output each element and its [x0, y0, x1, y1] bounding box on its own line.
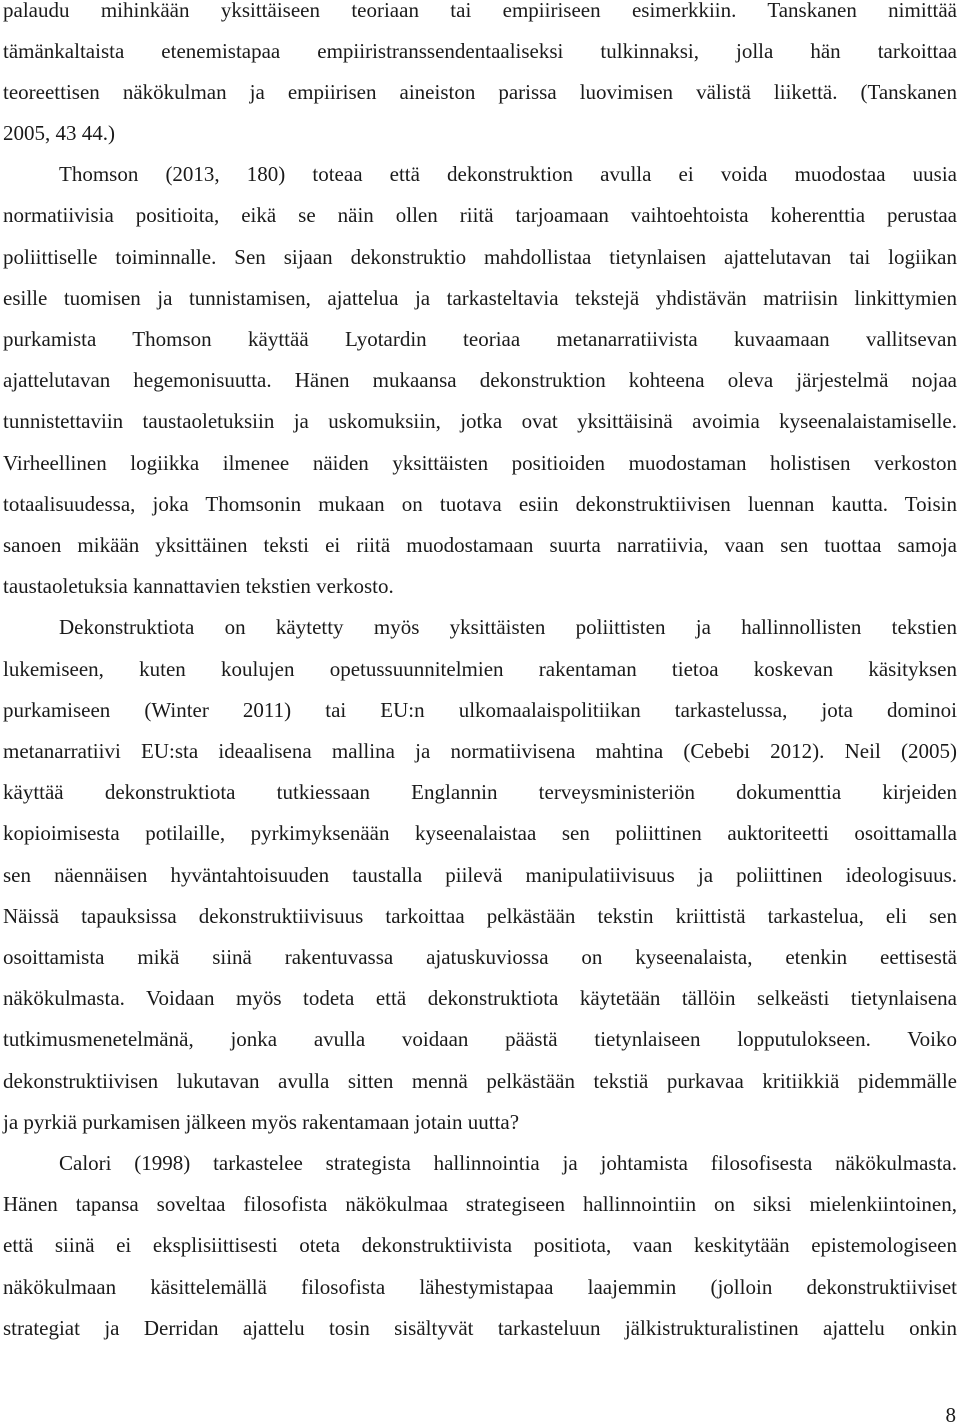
text-line: normatiivisia positioita, eikä se näin ollen riitä tarjoamaan vaihtoehtoista koherenttia perustaa — [3, 203, 957, 227]
text-line: metanarratiivi EU:sta ideaalisena mallina ja normatiivisena mahtina (Cebebi 2012). Neil (2005) — [3, 739, 957, 763]
text-line: näkökulmasta. Voidaan myös todeta että dekonstruktiota käytetään tällöin selkeästi tietynlaisena — [3, 986, 957, 1010]
text-line: palaudu mihinkään yksittäiseen teoriaan tai empiiriseen esimerkkiin. Tanskanen nimittää — [3, 0, 957, 22]
text-line: esille tuomisen ja tunnistamisen, ajattelua ja tarkasteltavia tekstejä yhdistävän matriisin linkittymien — [3, 286, 957, 310]
text-line: sanoen mikään yksittäinen teksti ei riitä muodostamaan suurta narratiivia, vaan sen tuottaa samoja — [3, 533, 957, 557]
text-line: totaalisuudessa, joka Thomsonin mukaan on tuotava esiin dekonstruktiivisen luennan kautta. Toisin — [3, 492, 957, 516]
text-line: käyttää dekonstruktiota tutkiessaan Englannin terveysministeriön dokumenttia kirjeiden — [3, 780, 957, 804]
text-line: strategiat ja Derridan ajattelu tosin sisältyvät tarkasteluun jälkistrukturalistinen ajattelu onkin — [3, 1316, 957, 1340]
text-line: tunnistettaviin taustaoletuksiin ja uskomuksiin, jotka ovat yksittäisinä avoimia kyseenalaistamiselle. — [3, 409, 957, 433]
text-line: tämänkaltaista etenemistapaa empiiristranssendentaaliseksi tulkinnaksi, jolla hän tarkoittaa — [3, 39, 957, 63]
text-line: 2005, 43 44.) — [3, 121, 115, 145]
text-line: ja pyrkiä purkamisen jälkeen myös rakentamaan jotain uutta? — [3, 1110, 520, 1134]
text-line: sen näennäisen hyväntahtoisuuden taustalla piilevä manipulatiivisuus ja poliittinen ideologisuus. — [3, 863, 957, 887]
text-line: purkamista Thomson käyttää Lyotardin teoriaa metanarratiivista kuvaamaan vallitsevan — [3, 327, 957, 351]
text-line: kopioimisesta potilaille, pyrkimyksenään kyseenalaistaa sen poliittinen auktoriteetti osoittamalla — [3, 821, 957, 845]
text-line: teoreettisen näkökulman ja empiirisen aineiston parissa luovimisen välistä liikettä. (Tanskanen — [3, 80, 957, 104]
page-number: 8 — [945, 1403, 956, 1427]
text-line: Virheellinen logiikka ilmenee näiden yksittäisten positioiden muodostaman holistisen verkoston — [3, 451, 957, 475]
text-line: tutkimusmenetelmänä, jonka avulla voidaan päästä tietynlaiseen lopputulokseen. Voiko — [3, 1027, 957, 1051]
paragraph-first-line: Dekonstruktiota on käytetty myös yksittäisten poliittisten ja hallinnollisten tekstien — [59, 615, 957, 639]
text-line: Hänen tapansa soveltaa filosofista näkökulmaa strategiseen hallinnointiin on siksi mielenkiintoinen, — [3, 1192, 957, 1216]
text-line: lukemiseen, kuten koulujen opetussuunnitelmien rakentaman tietoa koskevan käsityksen — [3, 657, 957, 681]
text-line: poliittiselle toiminnalle. Sen sijaan dekonstruktio mahdollistaa tietynlaisen ajattelutavan tai logiikan — [3, 245, 957, 269]
text-line: Näissä tapauksissa dekonstruktiivisuus tarkoittaa pelkästään tekstin kriittistä tarkastelua, eli sen — [3, 904, 957, 928]
text-line: ajattelutavan hegemonisuutta. Hänen mukaansa dekonstruktion kohteena oleva järjestelmä nojaa — [3, 368, 957, 392]
text-line: että siinä ei eksplisiittisesti oteta dekonstruktiivista positiota, vaan keskitytään epistemologiseen — [3, 1233, 957, 1257]
text-line: purkamiseen (Winter 2011) tai EU:n ulkomaalaispolitiikan tarkastelussa, jota dominoi — [3, 698, 957, 722]
text-line: näkökulmaan käsittelemällä filosofista lähestymistapaa laajemmin (jolloin dekonstruktiiviset — [3, 1275, 957, 1299]
text-line: osoittamista mikä siinä rakentuvassa ajatuskuviossa on kyseenalaista, etenkin eettisestä — [3, 945, 957, 969]
text-line: taustaoletuksia kannattavien tekstien verkosto. — [3, 574, 394, 598]
paragraph-first-line: Calori (1998) tarkastelee strategista hallinnointia ja johtamista filosofisesta näkökulmasta. — [59, 1151, 957, 1175]
text-line: dekonstruktiivisen lukutavan avulla sitten mennä pelkästään tekstiä purkavaa kritiikkiä pidemmälle — [3, 1069, 957, 1093]
paragraph-first-line: Thomson (2013, 180) toteaa että dekonstruktion avulla ei voida muodostaa uusia — [59, 162, 957, 186]
